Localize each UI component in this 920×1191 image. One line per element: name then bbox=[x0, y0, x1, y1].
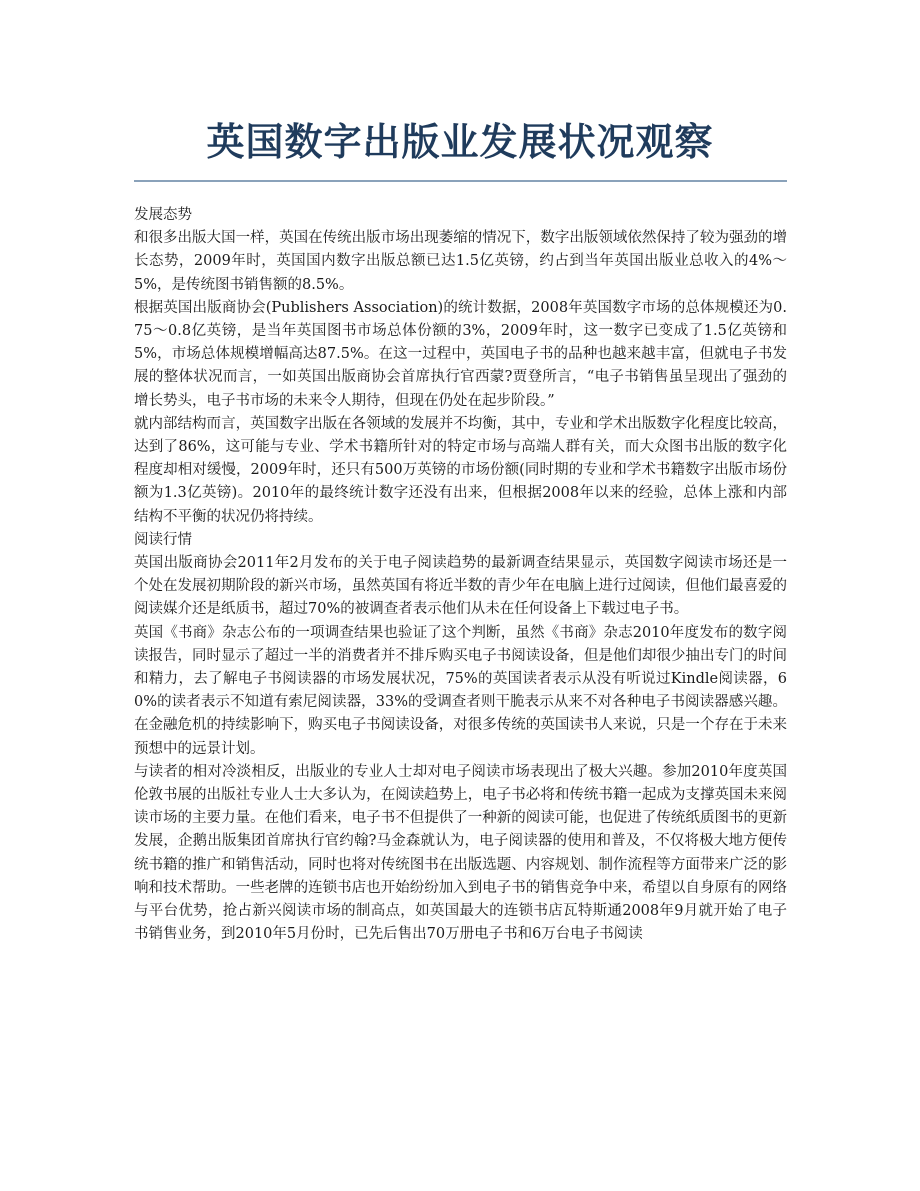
title-divider bbox=[134, 180, 787, 182]
document-body bbox=[134, 204, 787, 947]
paragraph: 英国《书商》杂志公布的一项调查结果也验证了这个判断，虽然《书商》杂志2010年度发布的数字阅读报告，同时显示了超过一半的消费者并不排斥购买电子书阅读设备，但是他们却很少抽出专门的时间和精力，去了解电子书阅读器的市场发展状况，75%的英国读者表示从没有听说过Kindle阅读器，60%的读者表示不知道有索尼阅读器，33%的受调查者则干脆表示从来不对各种电子书阅读器感兴趣。在金融危机的持续影响下，购买电子书阅读设备，对很多传统的英国读书人来说，只是一个存在于未来预想中的远景计划。 bbox=[134, 624, 787, 757]
section-heading: 阅读行情 bbox=[134, 531, 192, 548]
paragraph: 根据英国出版商协会(Publishers Association)的统计数据，2008年英国数字市场的总体规模还为0.75～0.8亿英镑，是当年英国图书市场总体份额的3%，2009年时，这一数字已变成了1.5亿英镑和5%，市场总体规模增幅高达87.5%。在这一过程中，英国电子书的品种也越来越丰富，但就电子书发展的整体状况而言，一如英国出版商协会首席执行官西蒙?贾登所言，“电子书销售虽呈现出了强劲的增长势头，电子书市场的未来令人期待，但现在仍处在起步阶段。” bbox=[134, 299, 787, 409]
paragraph: 与读者的相对冷淡相反，出版业的专业人士却对电子阅读市场表现出了极大兴趣。参加2010年度英国伦敦书展的出版社专业人士大多认为，在阅读趋势上，电子书必将和传统书籍一起成为支撑英国未来阅读市场的主要力量。在他们看来，电子书不但提供了一种新的阅读可能，也促进了传统纸质图书的更新发展，企鹅出版集团首席执行官约翰?马金森就认为，电子阅读器的使用和普及，不仅将极大地方便传统书籍的推广和销售活动，同时也将对传统图书在出版选题、内容规划、制作流程等方面带来广泛的影响和技术帮助。一些老牌的连锁书店也开始纷纷加入到电子书的销售竞争中来，希望以自身原有的网络与平台优势，抢占新兴阅读市场的制高点，如英国最大的连锁书店瓦特斯通2008年9月就开始了电子书销售业务，到2010年5月份时，已先后售出70万册电子书和6万台电子书阅读 bbox=[134, 763, 787, 943]
paragraph: 英国出版商协会2011年2月发布的关于电子阅读趋势的最新调查结果显示，英国数字阅读市场还是一个处在发展初期阶段的新兴市场，虽然英国有将近半数的青少年在电脑上进行过阅读，但他们最喜爱的阅读媒介还是纸质书，超过70%的被调查者表示他们从未在任何设备上下载过电子书。 bbox=[134, 555, 787, 618]
section-heading: 发展态势 bbox=[134, 207, 192, 223]
paragraph: 就内部结构而言，英国数字出版在各领域的发展并不均衡，其中，专业和学术出版数字化程度比较高，达到了86%，这可能与专业、学术书籍所针对的特定市场与高端人群有关，而大众图书出版的数字化程度却相对缓慢，2009年时，还只有500万英镑的市场份额(同时期的专业和学术书籍数字出版市场份额为1.3亿英镑)。2010年的最终统计数字还没有出来，但根据2008年以来的经验，总体上涨和内部结构不平衡的状况仍将持续。 bbox=[134, 415, 787, 525]
paragraph: 和很多出版大国一样，英国在传统出版市场出现萎缩的情况下，数字出版领域依然保持了较为强劲的增长态势，2009年时，英国国内数字出版总额已达1.5亿英镑，约占到当年英国出版业总收入的4%～5%，是传统图书销售额的8.5%。 bbox=[134, 230, 787, 293]
document-title: 英国数字出版业发展状况观察 bbox=[206, 120, 714, 164]
